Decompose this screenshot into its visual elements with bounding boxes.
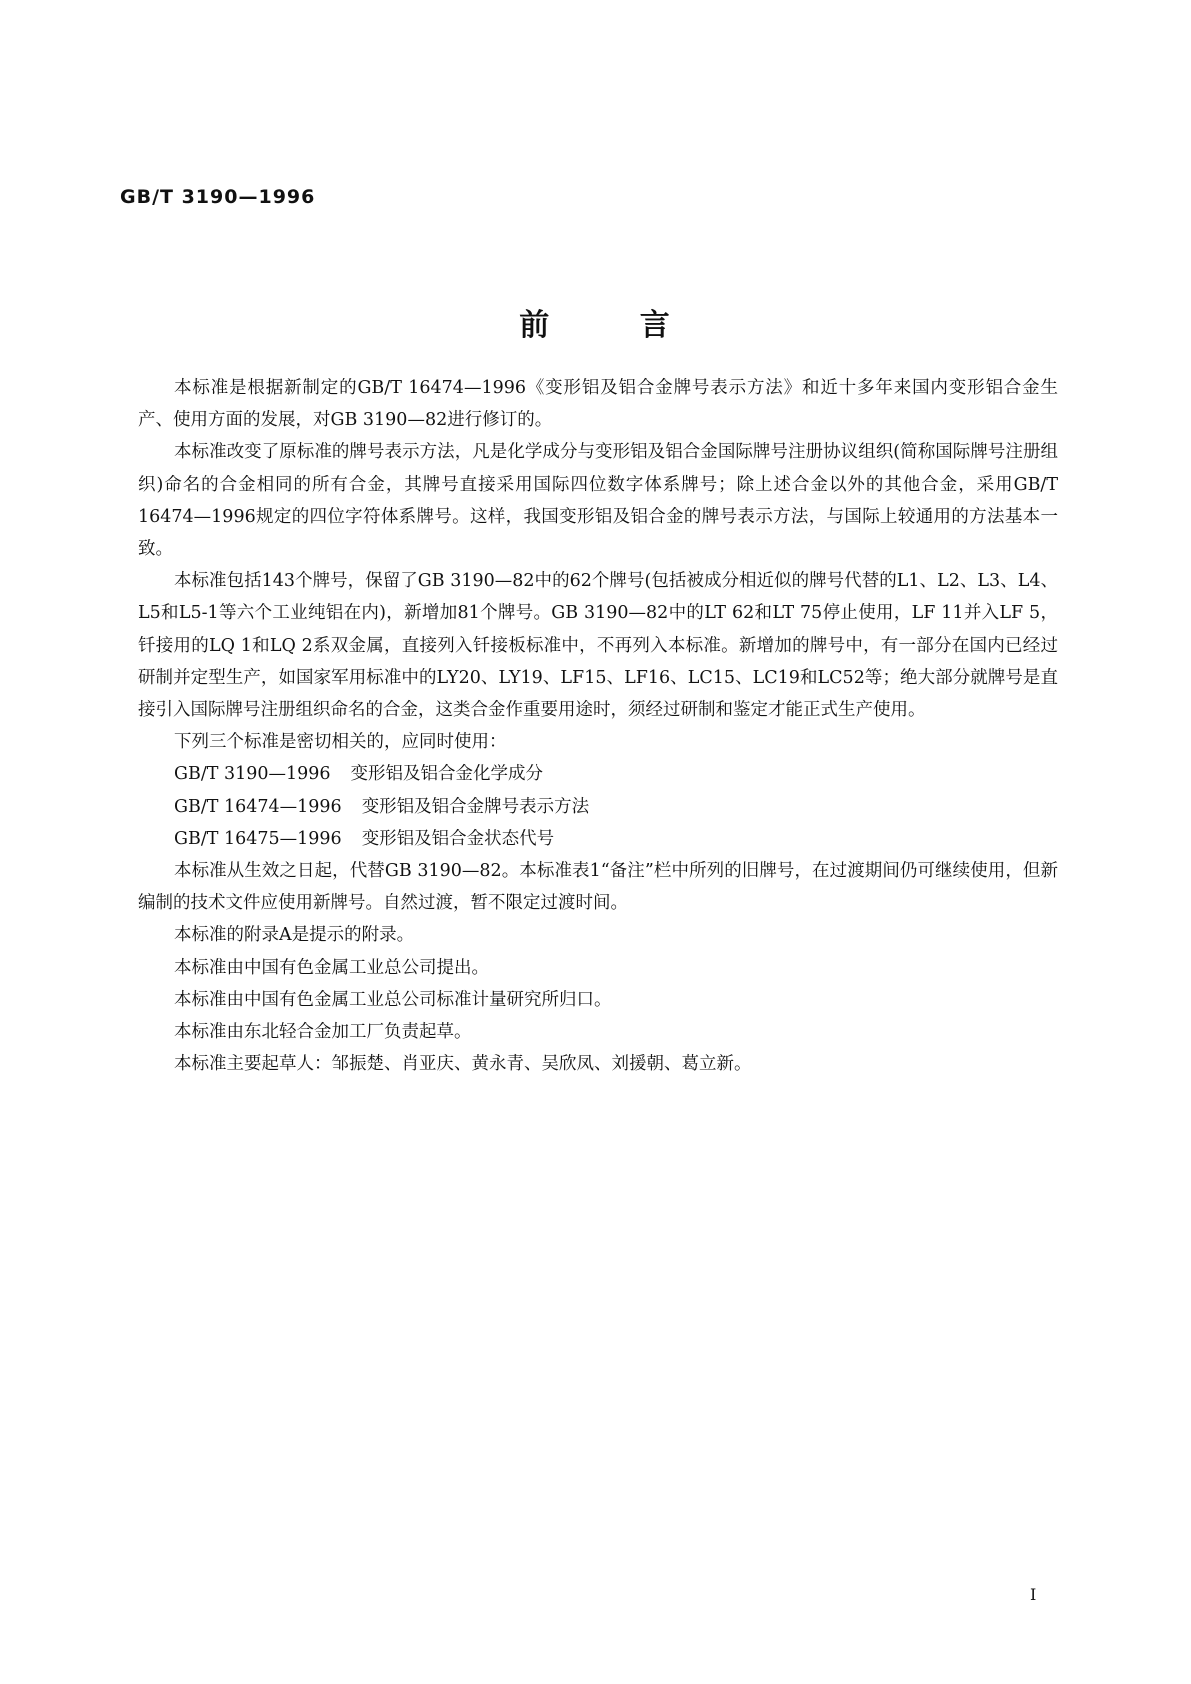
foreword-body (138, 372, 1058, 1080)
paragraph-revision-basis: 本标准是根据新制定的GB/T 16474—1996《变形铝及铝合金牌号表示方法》和近十多年来国内变形铝合金生产、使用方面的发展，对GB 3190—82进行修订的。 (138, 378, 1058, 431)
related-standard-code: GB/T 16474—1996 (174, 796, 342, 817)
paragraph-grade-count: 本标准包括143个牌号，保留了GB 3190—82中的62个牌号(包括被成分相近似的牌号代替的L1、L2、L3、L4、L5和L5-1等六个工业纯铝在内)，新增加81个牌号。GB 3190—82中的LT 62和LT 75停止使用，LF 11并入LF 5，钎接用的LQ 1和LQ 2系双金属，直接列入钎接板标准中，不再列入本标准。新增加的牌号中，有一部分在国内已经过研制并定型生产，如国家军用标准中的LY20、LY19、LF15、LF16、LC15、LC19和LC52等；绝大部分就牌号是直接引入国际牌号注册组织命名的合金，这类合金作重要用途时，须经过研制和鉴定才能正式生产使用。 (138, 571, 1058, 721)
paragraph-designation-method: 本标准改变了原标准的牌号表示方法，凡是化学成分与变形铝及铝合金国际牌号注册协议组织(简称国际牌号注册组织)命名的合金相同的所有合金，其牌号直接采用国际四位数字体系牌号；除上述合金以外的其他合金，采用GB/T 16474—1996规定的四位字符体系牌号。这样，我国变形铝及铝合金的牌号表示方法，与国际上较通用的方法基本一致。 (138, 442, 1058, 560)
related-standard-row (138, 758, 1058, 790)
related-standard-code: GB/T 3190—1996 (174, 764, 331, 785)
related-standard-name: 变形铝及铝合金状态代号 (361, 828, 555, 849)
page-number: I (1030, 1585, 1037, 1604)
related-standard-code: GB/T 16475—1996 (174, 828, 342, 849)
paragraph-main-drafters: 本标准主要起草人：邹振楚、肖亚庆、黄永青、吴欣凤、刘援朝、葛立新。 (174, 1054, 752, 1075)
related-standard-row (138, 823, 1058, 855)
title-char-2: 言 (639, 308, 672, 343)
related-standard-name: 变形铝及铝合金化学成分 (350, 764, 544, 785)
paragraph-related-standards-intro: 下列三个标准是密切相关的，应同时使用： (174, 732, 507, 753)
paragraph-proposed-by: 本标准由中国有色金属工业总公司提出。 (174, 957, 489, 978)
paragraph-drafted-by: 本标准由东北轻合金加工厂负责起草。 (174, 1022, 472, 1043)
paragraph-under-jurisdiction: 本标准由中国有色金属工业总公司标准计量研究所归口。 (174, 989, 612, 1010)
related-standards-list (138, 758, 1058, 855)
paragraph-replacement: 本标准从生效之日起，代替GB 3190—82。本标准表1“备注”栏中所列的旧牌号，在过渡期间仍可继续使用，但新编制的技术文件应使用新牌号。自然过渡，暂不限定过渡时间。 (138, 861, 1058, 914)
standard-code-header: GB/T 3190—1996 (120, 186, 316, 208)
related-standard-name: 变形铝及铝合金牌号表示方法 (361, 796, 590, 817)
page-title (0, 300, 1191, 344)
related-standard-row (138, 791, 1058, 823)
title-char-1: 前 (519, 308, 552, 343)
paragraph-appendix-note: 本标准的附录A是提示的附录。 (174, 925, 415, 946)
